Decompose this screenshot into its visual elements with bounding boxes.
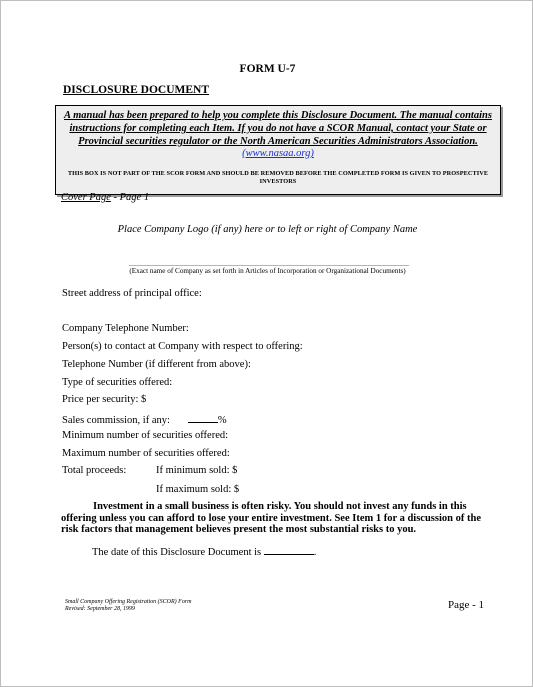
cover-page-text: Cover Page — [61, 192, 111, 203]
document-heading: DISCLOSURE DOCUMENT — [63, 84, 210, 96]
manual-notice-text: A manual has been prepared to help you complete this Disclosure Document. The manual contains instructions for completing each Item. If you do not have a SCOR Manual, contact your State or Provincial securities regulator or the North American Securities Administrators Association. — [64, 110, 492, 147]
company-name-line — [129, 265, 409, 266]
if-minimum-label: If minimum sold: $ — [156, 465, 238, 476]
total-proceeds-label: Total proceeds: — [62, 465, 127, 476]
commission-blank[interactable] — [188, 412, 218, 423]
cover-page-label — [61, 192, 149, 203]
street-address-label: Street address of principal office: — [62, 288, 202, 299]
min-securities-label: Minimum number of securities offered: — [62, 430, 229, 441]
removal-notice: THIS BOX IS NOT PART OF THE SCOR FORM AND SHOULD BE REMOVED BEFORE THE COMPLETED FORM IS GIVEN TO PROSPECTIVE INVESTORS — [67, 170, 489, 185]
risk-warning: Investment in a small business is often risky. You should not invest any funds in this offering unless you can afford to lose your entire investment. See Item 1 for a discussion of the risk factors that management believes present the most substantial risks to you. — [61, 501, 481, 535]
footer-revised-date: Revised: September 28, 1999 — [65, 606, 135, 612]
cover-page-number: - Page 1 — [110, 192, 150, 203]
footer-form-name: Small Company Offering Registration (SCOR) Form — [65, 599, 192, 605]
contact-telephone-label: Telephone Number (if different from above): — [62, 359, 251, 370]
contact-persons-label: Person(s) to contact at Company with respect to offering: — [62, 341, 303, 352]
footer-form-info — [65, 599, 192, 613]
commission-percent: % — [217, 415, 227, 426]
document-date-line — [92, 544, 316, 558]
logo-instruction: Place Company Logo (if any) here or to left or right of Company Name — [117, 224, 418, 235]
telephone-label: Company Telephone Number: — [62, 323, 189, 334]
document-date-label: The date of this Disclosure Document is — [92, 547, 264, 558]
max-securities-label: Maximum number of securities offered: — [62, 448, 230, 459]
nasaa-link[interactable]: (www.nasaa.org) — [242, 148, 314, 159]
manual-notice-box — [55, 105, 501, 195]
securities-type-label: Type of securities offered: — [62, 377, 173, 388]
document-date-blank[interactable] — [264, 544, 314, 555]
company-name-caption: (Exact name of Company as set forth in Articles of Incorporation or Organizational Documents) — [129, 267, 406, 275]
page-number: Page - 1 — [448, 599, 485, 611]
sales-commission-label: Sales commission, if any: — [62, 415, 170, 426]
sales-commission-field — [62, 412, 227, 426]
form-title: FORM U-7 — [239, 63, 296, 75]
if-maximum-label: If maximum sold: $ — [156, 484, 240, 495]
document-date-period: . — [313, 547, 317, 558]
price-label: Price per security: $ — [62, 394, 147, 405]
